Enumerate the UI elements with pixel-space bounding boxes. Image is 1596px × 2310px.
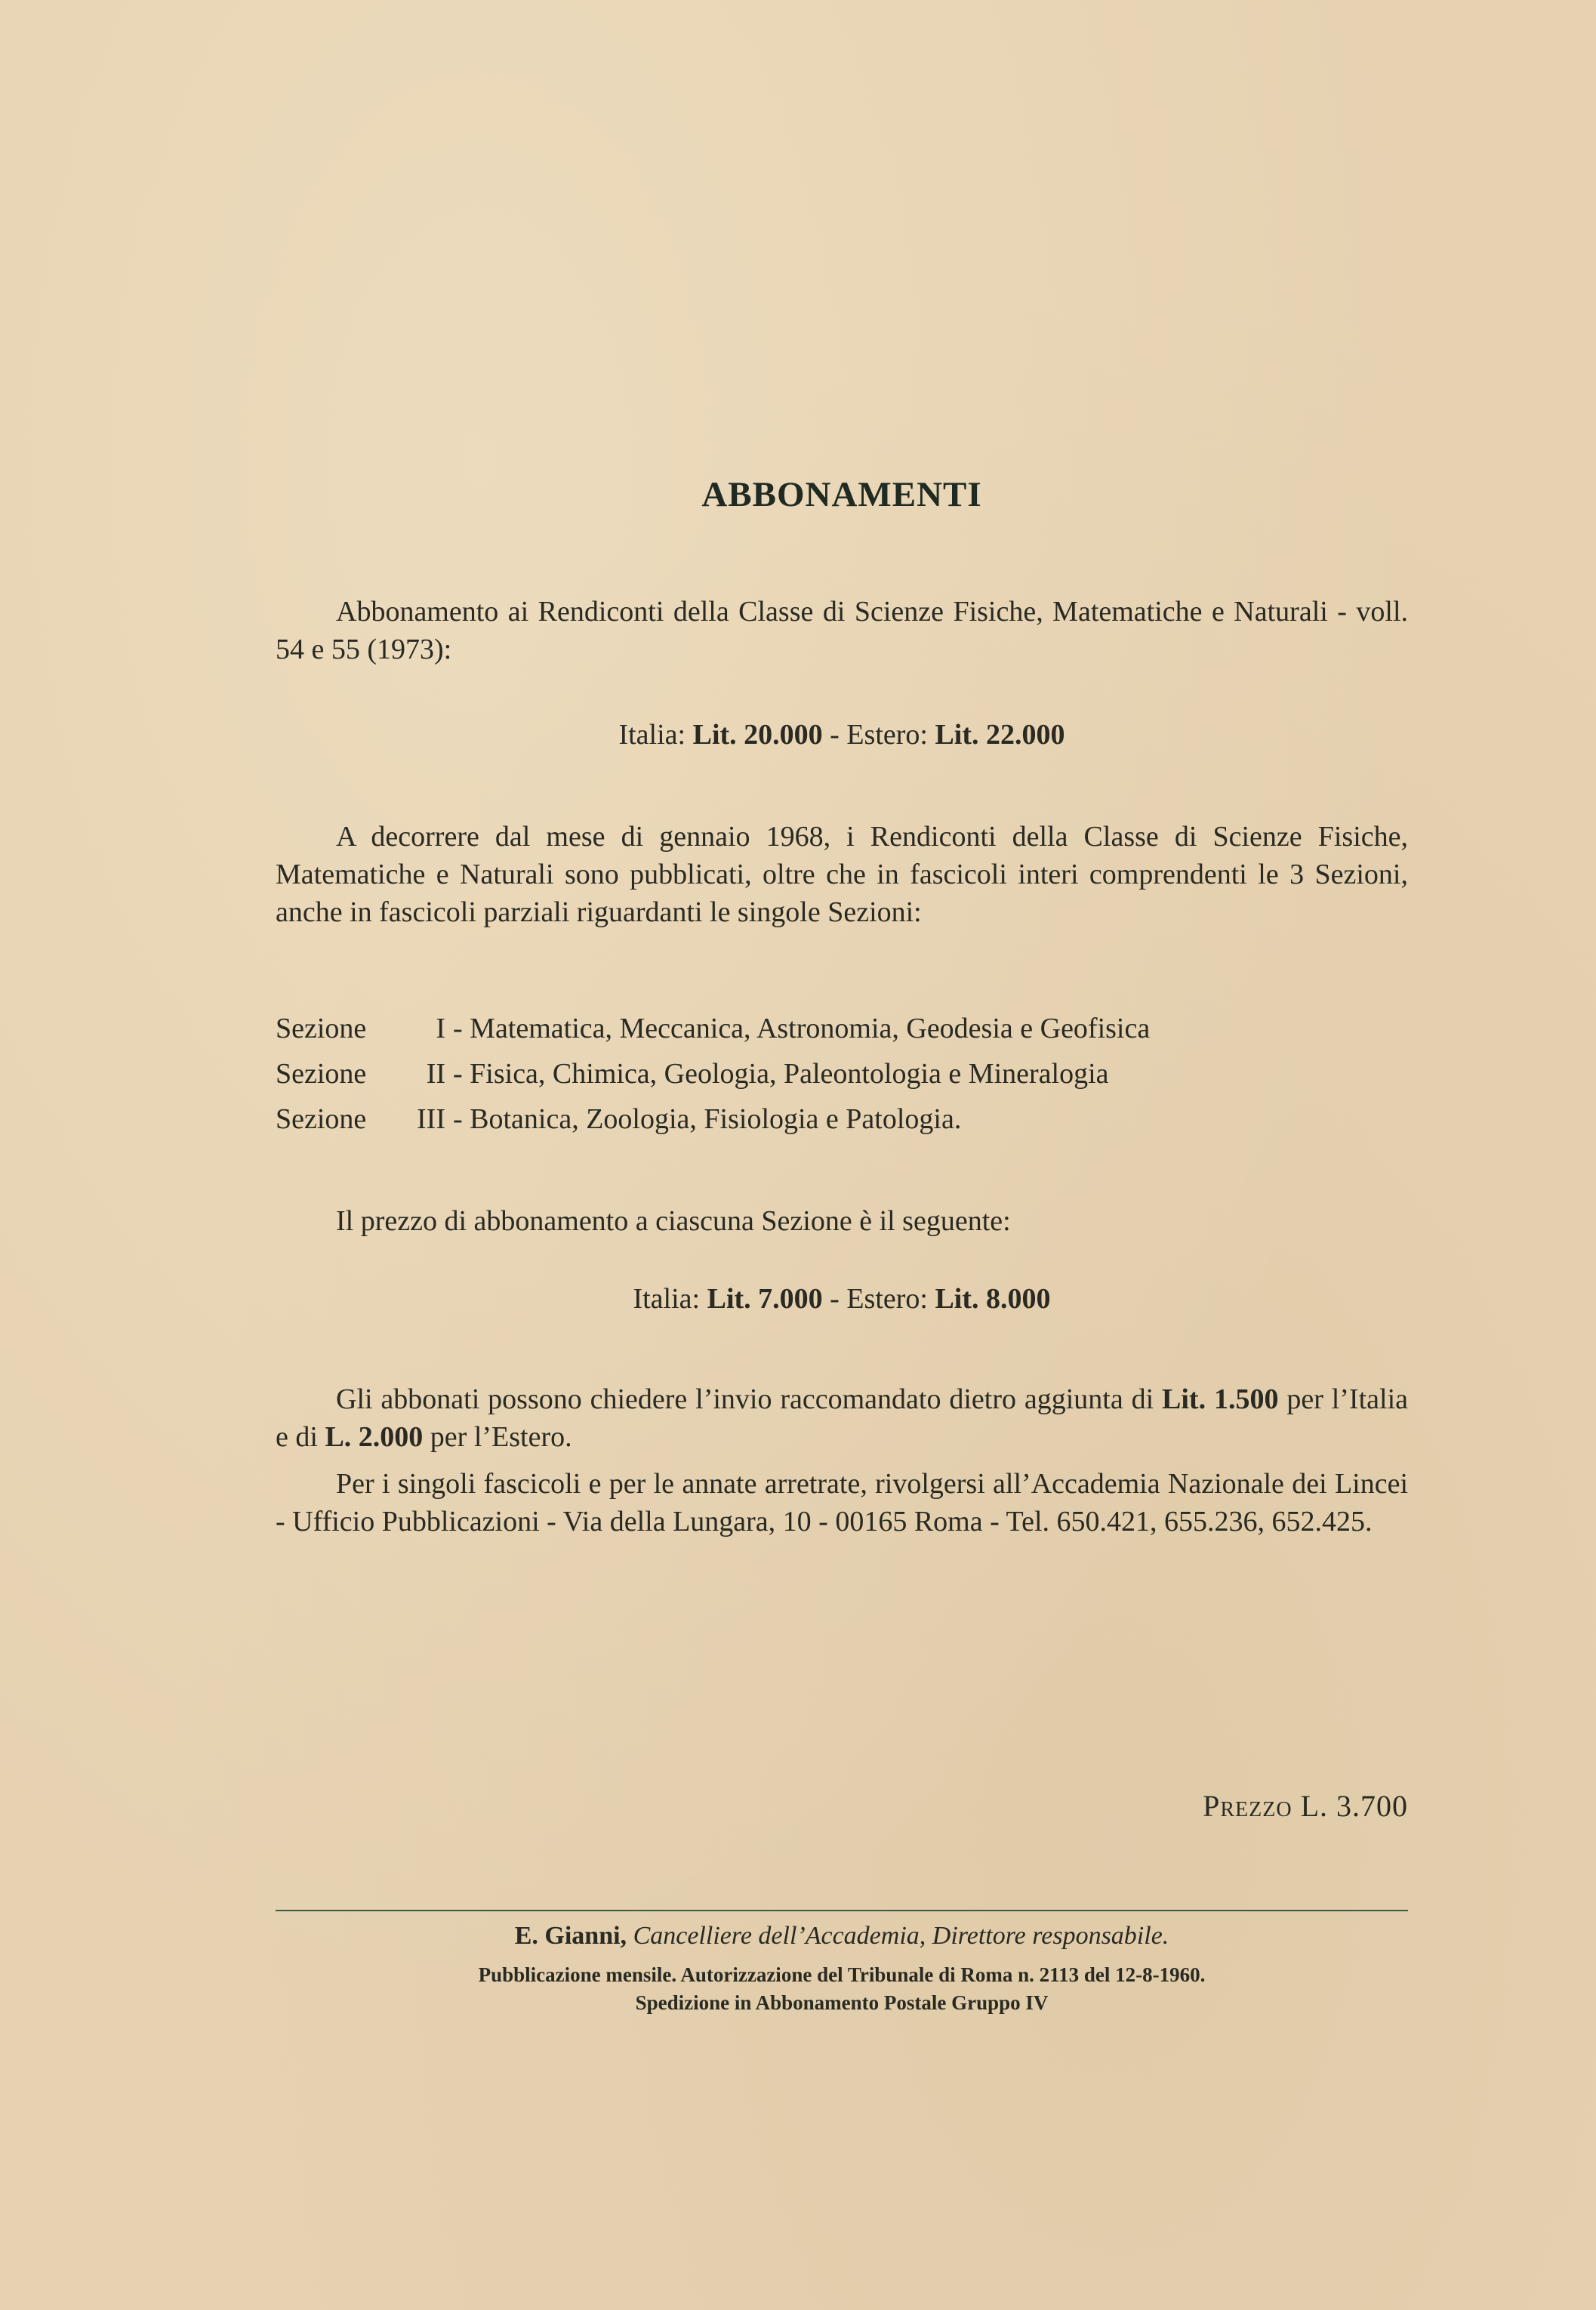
section-item [276, 1096, 1408, 1142]
publication-note: Pubblicazione mensile. Autorizzazione del Tribunale di Roma n. 2113 del 12-8-1960. [478, 1963, 1206, 1986]
registered-mail-text: per l’Estero. [430, 1421, 572, 1453]
section-label: Sezione [276, 1013, 367, 1044]
registered-mail-paragraph [276, 1380, 1408, 1456]
intro-paragraph: Abbonamento ai Rendiconti della Classe di Scienze Fisiche, Matematiche e Naturali - voll. 54 e 55 (1973): [276, 596, 1408, 665]
section-number: I [436, 1013, 445, 1044]
footer-divider [276, 1910, 1408, 1911]
estero-price: Lit. 8.000 [935, 1283, 1051, 1315]
section-number: III [417, 1103, 445, 1135]
sections-intro-paragraph: A decorrere dal mese di gennaio 1968, i Rendiconti della Classe di Scienze Fisiche, Matematiche e Naturali sono pubblicati, oltre che in fascicoli interi comprendenti le 3 Sezioni, anche in fascicoli parziali riguardanti le singole Sezioni: [276, 821, 1408, 928]
section-subjects: - Matematica, Meccanica, Astronomia, Geodesia e Geofisica [453, 1013, 1151, 1044]
section-subjects: - Botanica, Zoologia, Fisiologia e Patologia. [453, 1103, 962, 1135]
italia-label: Italia: [618, 719, 686, 751]
contact-paragraph: Per i singoli fascicoli e per le annate arretrate, rivolgersi all’Accademia Nazionale dei Lincei - Ufficio Pubblicazioni - Via della Lungara, 10 - 00165 Roma - Tel. 650.421, 655.236, 652.425. [276, 1468, 1408, 1537]
section-item [276, 1051, 1408, 1096]
sections-list [276, 1006, 1408, 1142]
section-label: Sezione [276, 1058, 367, 1090]
estero-label: Estero: [846, 1283, 928, 1315]
section-label: Sezione [276, 1103, 367, 1135]
estero-label: Estero: [846, 719, 928, 751]
shipping-note: Spedizione in Abbonamento Postale Gruppo IV [635, 1991, 1049, 2014]
section-price-line [276, 1280, 1408, 1318]
section-subjects: - Fisica, Chimica, Geologia, Paleontologia e Mineralogia [453, 1058, 1109, 1090]
editor-name: E. Gianni, [514, 1922, 627, 1950]
section-price-intro: Il prezzo di abbonamento a ciascuna Sezione è il seguente: [336, 1205, 1011, 1237]
registered-mail-price-estero: L. 2.000 [325, 1421, 424, 1453]
price-separator: - [830, 719, 840, 751]
annual-price-line [276, 716, 1408, 754]
italia-price: Lit. 7.000 [707, 1283, 823, 1315]
registered-mail-text: Gli abbonati possono chiedere l’invio raccomandato dietro aggiunta di [336, 1383, 1154, 1415]
italia-price: Lit. 20.000 [692, 719, 823, 751]
italia-label: Italia: [633, 1283, 701, 1315]
registered-mail-text: per l’Italia e di [276, 1383, 1408, 1453]
page-title: ABBONAMENTI [701, 475, 982, 514]
registered-mail-price-italia: Lit. 1.500 [1162, 1383, 1279, 1415]
cover-price: Prezzo L. 3.700 [1203, 1789, 1408, 1823]
section-number: II [426, 1058, 445, 1090]
price-separator: - [830, 1283, 840, 1315]
editor-credit [276, 1922, 1408, 1951]
section-item [276, 1006, 1408, 1051]
editor-role: Cancelliere dell’Accademia, Direttore responsabile. [633, 1922, 1169, 1950]
estero-price: Lit. 22.000 [935, 719, 1065, 751]
